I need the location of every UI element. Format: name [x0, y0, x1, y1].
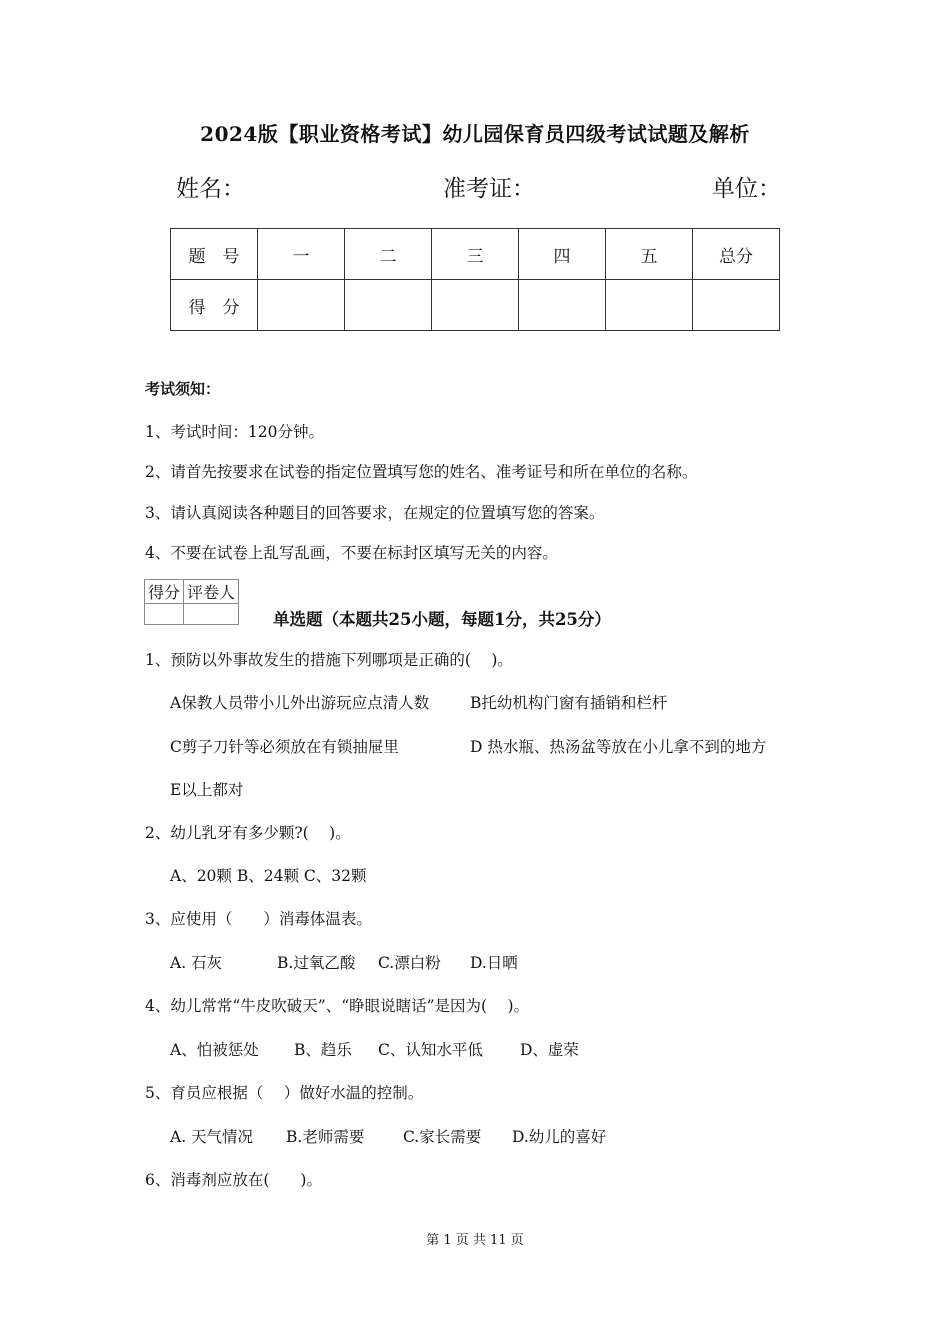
question-option: A、20颗 B、24颗 C、32颗: [170, 867, 367, 885]
score-header-cell: 总分: [693, 229, 780, 280]
question-option: B托幼机构门窗有插销和栏杆: [470, 694, 668, 712]
notice-item: 2、请首先按要求在试卷的指定位置填写您的姓名、准考证号和所在单位的名称。: [145, 463, 698, 481]
score-blank-cell: [519, 280, 606, 331]
grader-name-label: 评卷人: [184, 580, 239, 604]
exam-id-label: 准考证：: [443, 176, 535, 202]
score-blank-cell: [606, 280, 693, 331]
question-option: B.过氧乙酸: [277, 954, 356, 972]
question-stem: 1、预防以外事故发生的措施下列哪项是正确的( )。: [145, 651, 513, 669]
question-option: A. 石灰: [170, 954, 223, 972]
score-table-header-row: [171, 229, 780, 280]
score-header-cell: 二: [345, 229, 432, 280]
question-option: D.幼儿的喜好: [512, 1128, 607, 1146]
score-table: [170, 228, 780, 331]
question-option: B、趋乐: [294, 1041, 352, 1059]
question-option: A保教人员带小儿外出游玩应点清人数: [170, 694, 430, 712]
score-blank-cell: [345, 280, 432, 331]
score-header-cell: 一: [258, 229, 345, 280]
question-option: A、怕被惩处: [170, 1041, 259, 1059]
section-heading: 单选题（本题共25小题，每题1分，共25分）: [273, 610, 611, 629]
notice-item: 1、考试时间：120分钟。: [145, 423, 324, 441]
grader-box: [144, 579, 239, 625]
score-row-label: 得 分: [171, 280, 258, 331]
question-option: C剪子刀针等必须放在有锁抽屉里: [170, 738, 399, 756]
score-blank-cell: [258, 280, 345, 331]
score-table-score-row: [171, 280, 780, 331]
question-stem: 4、幼儿常常“牛皮吹破天”、“睁眼说瞎话”是因为( )。: [145, 997, 530, 1015]
question-option: C.漂白粉: [378, 954, 441, 972]
page-footer: 第 1 页 共 11 页: [426, 1233, 524, 1248]
score-header-cell: 五: [606, 229, 693, 280]
question-option: B.老师需要: [286, 1128, 365, 1146]
notice-item: 3、请认真阅读各种题目的回答要求，在规定的位置填写您的答案。: [145, 504, 605, 522]
notice-item: 4、不要在试卷上乱写乱画，不要在标封区填写无关的内容。: [145, 544, 558, 562]
score-header-cell: 四: [519, 229, 606, 280]
unit-label: 单位：: [712, 176, 781, 202]
score-header-cell: 题 号: [171, 229, 258, 280]
question-option: A. 天气情况: [170, 1128, 254, 1146]
question-option: E以上都对: [170, 781, 244, 799]
score-header-cell: 三: [432, 229, 519, 280]
question-stem: 6、消毒剂应放在( )。: [145, 1171, 322, 1189]
question-stem: 3、应使用（ ）消毒体温表。: [145, 910, 372, 928]
question-option: C、认知水平低: [378, 1041, 483, 1059]
question-option: D.日晒: [470, 954, 518, 972]
grader-blank-cell: [145, 604, 184, 625]
name-label: 姓名：: [176, 176, 245, 202]
question-option: D、虚荣: [520, 1041, 579, 1059]
notice-heading: 考试须知：: [145, 380, 221, 398]
question-stem: 2、幼儿乳牙有多少颗?( )。: [145, 824, 351, 842]
question-stem: 5、育员应根据（ ）做好水温的控制。: [145, 1084, 424, 1102]
grader-score-label: 得分: [145, 580, 184, 604]
score-blank-cell: [693, 280, 780, 331]
document-title: 2024版【职业资格考试】幼儿园保育员四级考试试题及解析: [200, 122, 750, 146]
score-blank-cell: [432, 280, 519, 331]
grader-blank-cell: [184, 604, 239, 625]
question-option: D 热水瓶、热汤盆等放在小儿拿不到的地方: [470, 738, 767, 756]
question-option: C.家长需要: [403, 1128, 482, 1146]
